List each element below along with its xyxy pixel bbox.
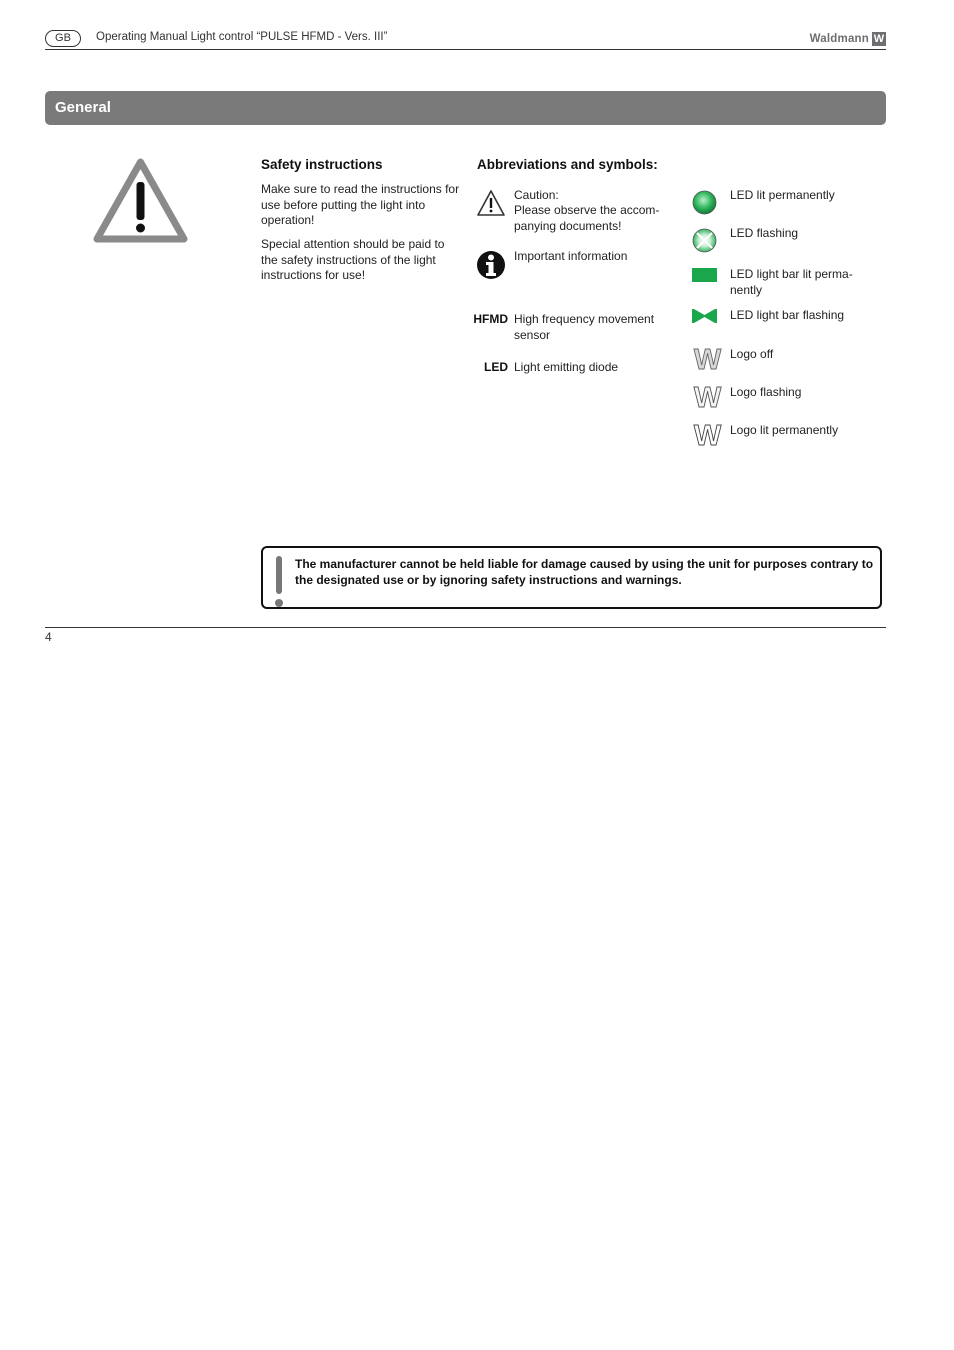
warning-triangle-icon — [93, 158, 188, 243]
header-divider — [45, 49, 886, 50]
liability-notice — [261, 546, 882, 609]
svg-text:W: W — [693, 422, 722, 447]
led-abbreviation: LED — [484, 360, 508, 374]
led-flashing-label: LED flashing — [730, 226, 799, 240]
light-bar-flashing-label: LED light bar flashing — [730, 308, 845, 322]
led-definition: Light emitting diode — [514, 360, 619, 374]
safety-paragraph-1: Make sure to read the instructions for use before putting the light into operation! — [261, 182, 460, 227]
info-text: Important information — [514, 249, 628, 263]
safety-heading: Safety instructions — [261, 157, 383, 172]
logo-flashing-icon — [692, 384, 723, 409]
abbreviations-heading: Abbreviations and symbols: — [477, 157, 658, 172]
logo-off-icon — [692, 346, 723, 371]
logo-lit-label: Logo lit permanently — [730, 423, 839, 437]
language-badge: GB — [45, 30, 81, 47]
led-flashing-icon — [692, 228, 717, 253]
led-lit-label: LED lit permanently — [730, 188, 835, 202]
light-bar-flashing-icon — [692, 309, 717, 323]
liability-notice-text: The manufacturer cannot be held liable for damage caused by using the unit for purposes contrary to the designated use or by ignoring safety instructions and warnings. — [295, 557, 874, 587]
brand-logo-icon: W — [873, 33, 885, 45]
section-title: General — [55, 99, 111, 116]
brand-name: Waldmann — [809, 33, 869, 45]
safety-paragraph-2: Special attention should be paid to the safety instructions of the light instructions for use! — [261, 237, 445, 282]
hfmd-definition: High frequency movement sensor — [514, 312, 655, 342]
brand — [810, 31, 886, 47]
section-bar — [45, 91, 886, 125]
exclamation-icon — [273, 554, 285, 610]
page-number: 4 — [45, 630, 52, 644]
hfmd-abbreviation: HFMD — [473, 312, 508, 326]
light-bar-lit-icon — [692, 268, 717, 282]
light-bar-lit-label: LED light bar lit perma-nently — [730, 267, 853, 297]
led-lit-icon — [692, 190, 717, 215]
caution-title: Caution: — [514, 188, 559, 202]
logo-off-label: Logo off — [730, 347, 774, 361]
caution-icon — [476, 189, 506, 217]
logo-lit-icon — [692, 422, 723, 447]
svg-text:W: W — [693, 384, 722, 409]
info-icon — [476, 250, 506, 280]
svg-text:W: W — [693, 346, 722, 371]
footer-divider — [45, 627, 886, 628]
logo-flashing-label: Logo flashing — [730, 385, 802, 399]
document-title: Operating Manual Light control “PULSE HFMD - Vers. III” — [96, 31, 388, 43]
caution-text: Please observe the accom-panying documents! — [514, 203, 660, 233]
